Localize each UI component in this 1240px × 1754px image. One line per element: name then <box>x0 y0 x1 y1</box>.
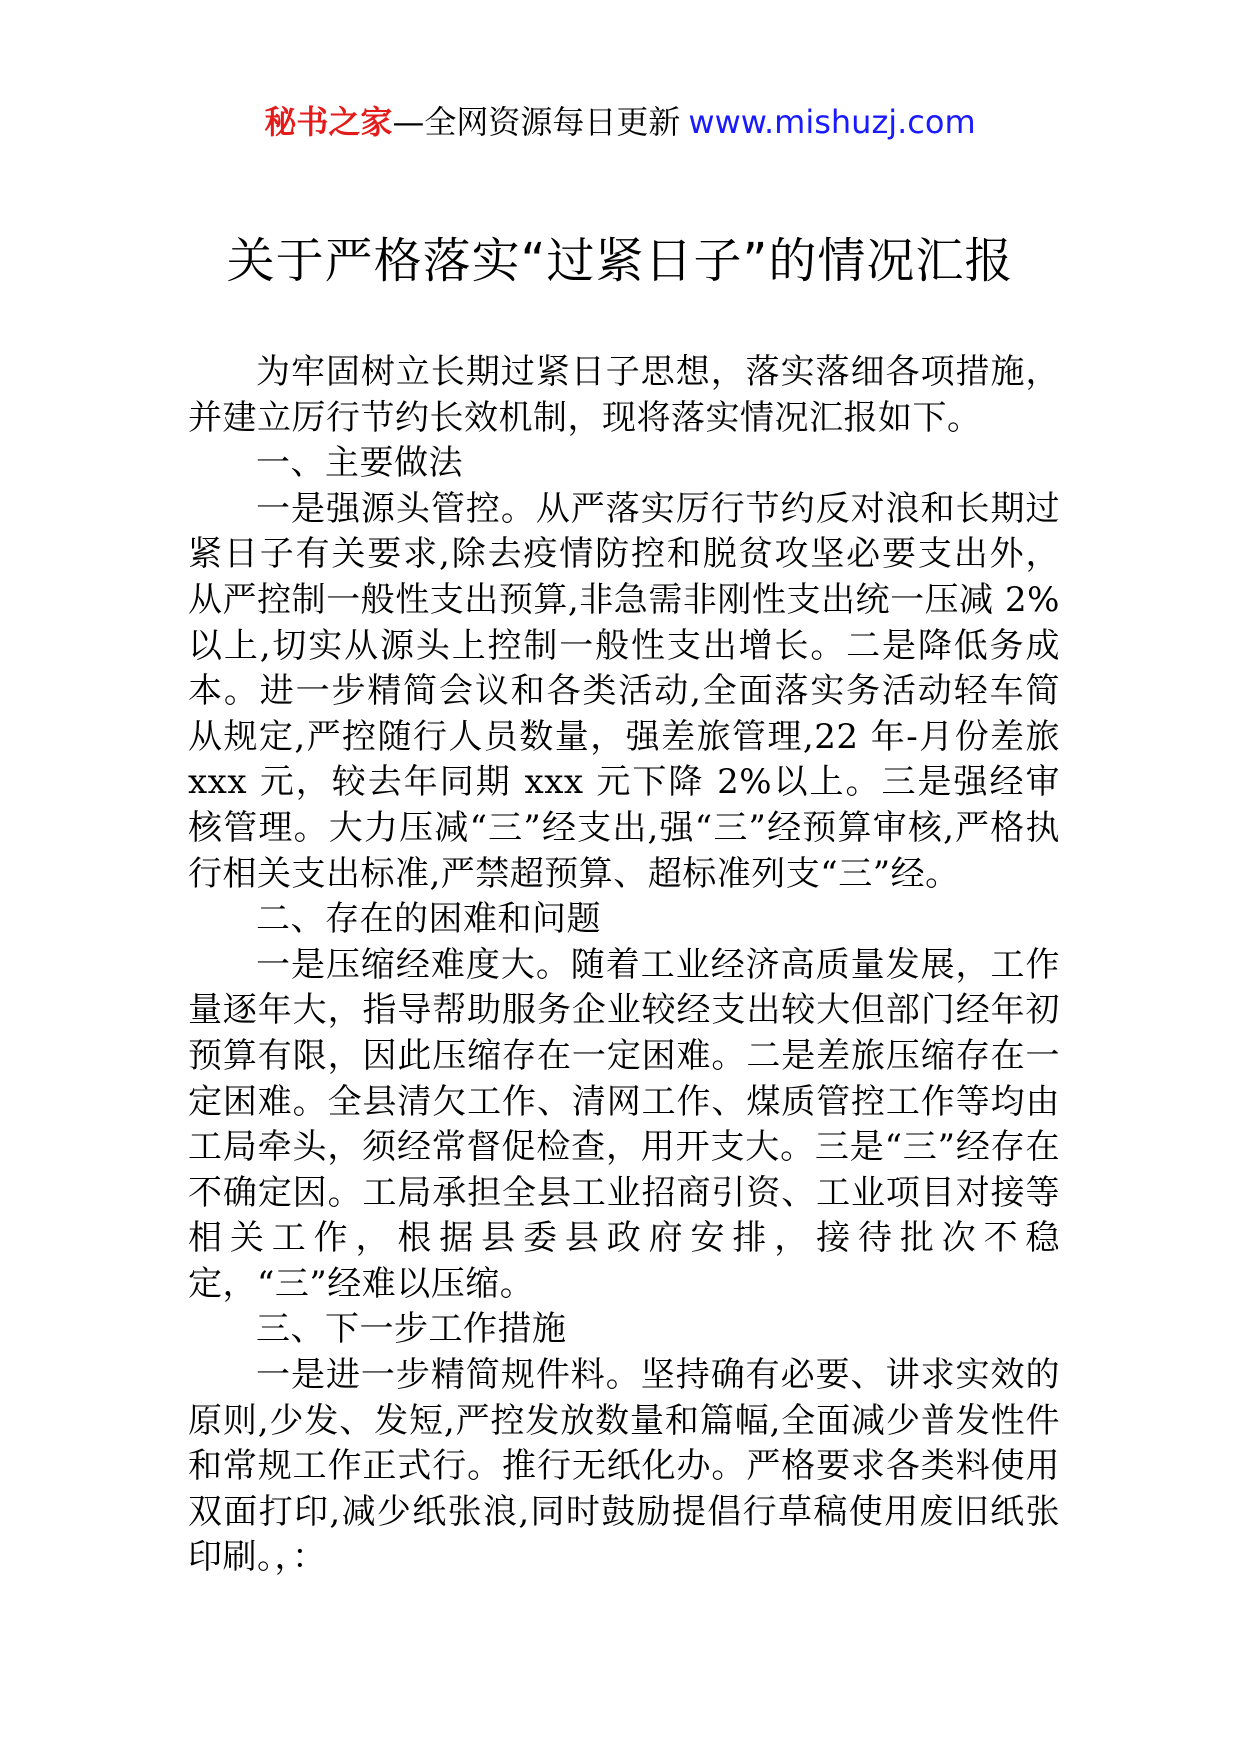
paragraph-next-steps: 一是进一步精简规件料。坚持确有必要、讲求实效的原则,少发、发短,严控发放数量和篇幅,全面减少普发性件和常规工作正式行。推行无纸化办。严格要求各类料使用双面打印,减少纸张浪,同时鼓励提倡行草稿使用废旧纸张印刷。，： <box>188 1355 1060 1578</box>
section-heading-main-practices: 一、主要做法 <box>256 443 463 484</box>
section-heading-difficulties: 二、存在的困难和问题 <box>256 899 601 940</box>
intro-paragraph: 为牢固树立长期过紧日子思想，落实落细各项措施，并建立厉行节约长效机制，现将落实情况汇报如下。 <box>188 352 1060 438</box>
paragraph-difficulties: 一是压缩经难度大。随着工业经济高质量发展，工作量逐年大，指导帮助服务企业较经支出较大但部门经年初预算有限，因此压缩存在一定困难。二是差旅压缩存在一定困难。全县清欠工作、清网工作、煤质管控工作等均由工局牵头，须经常督促检查，用开支大。三是“三”经存在不确定因。工局承担全县工业招商引资、工业项目对接等相关工作，根据县委县政府安排，接待批次不稳定，“三”经难以压缩。 <box>188 944 1060 1304</box>
header-slogan: —全网资源每日更新 <box>392 103 681 141</box>
document-title: 关于严格落实“过紧日子”的情况汇报 <box>226 233 1014 289</box>
brand-name: 秘书之家 <box>264 103 393 141</box>
document-body <box>188 350 1060 1581</box>
paragraph-main-practices: 一是强源头管控。从严落实厉行节约反对浪和长期过紧日子有关要求,除去疫情防控和脱贫攻坚必要支出外，从严控制一般性支出预算,非急需非刚性支出统一压减 2%以上,切实从源头上控制一般性支出增长。二是降低务成本。进一步精简会议和各类活动,全面落实务活动轻车简从规定,严控随行人员数量，强差旅管理,22 年-月份差旅 xxx 元，较去年同期 xxx 元下降 2%以上。三是强经审核管理。大力压减“三”经支出,强“三”经预算审核,严格执行相关支出标准,严禁超预算、超标准列支“三”经。 <box>188 488 1060 894</box>
site-header <box>0 100 1240 144</box>
site-url-link[interactable]: www.mishuzj.com <box>688 103 976 141</box>
section-heading-next-steps: 三、下一步工作措施 <box>256 1309 567 1350</box>
